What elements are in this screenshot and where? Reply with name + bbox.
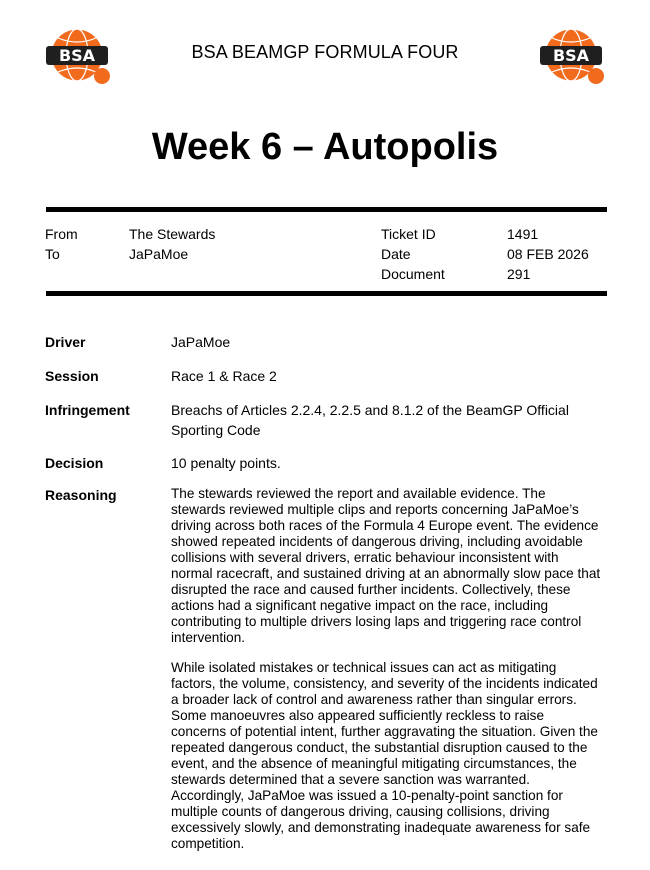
infringement-label: Infringement xyxy=(45,402,130,418)
logo-text: BSA xyxy=(58,46,96,65)
ticket-id-value: 1491 xyxy=(507,226,539,242)
globe-logo-icon xyxy=(538,22,608,88)
driver-label: Driver xyxy=(45,334,86,350)
decision-label: Decision xyxy=(45,455,104,471)
session-label: Session xyxy=(45,368,99,384)
reasoning-paragraph-1: The stewards reviewed the report and available evidence. The stewards reviewed multiple clips and reports concerning JaPaMoe’s driving across both races of the Formula 4 Europe event. The evidence showed repeated incidents of dangerous driving, including avoidable collisions with several drivers, erratic behaviour inconsistent with normal racecraft, and sustained driving at an abnormally slow pace that disrupted the race and caused further incidents. Collectively, these actions had a significant negative impact on the race, including contributing to multiple drivers losing laps and triggering race control intervention. xyxy=(171,486,601,645)
divider-top xyxy=(46,207,607,212)
divider-bottom xyxy=(46,291,607,296)
date-label: Date xyxy=(381,246,411,262)
document-number-value: 291 xyxy=(507,266,531,282)
session-value: Race 1 & Race 2 xyxy=(171,368,277,384)
from-label: From xyxy=(45,226,78,242)
logo-text: BSA xyxy=(552,46,590,65)
decision-value: 10 penalty points. xyxy=(171,455,281,471)
to-label: To xyxy=(45,246,60,262)
document-number-label: Document xyxy=(381,266,445,282)
reasoning-text xyxy=(171,486,601,866)
infringement-value: Breachs of Articles 2.2.4, 2.2.5 and 8.1.2 of the BeamGP Official Sporting Code xyxy=(171,402,569,438)
document-title: Week 6 – Autopolis xyxy=(151,126,499,168)
ticket-id-label: Ticket ID xyxy=(381,226,436,242)
bsa-logo-right xyxy=(538,22,608,88)
date-value: 08 FEB 2026 xyxy=(507,246,589,262)
driver-value: JaPaMoe xyxy=(171,334,231,350)
reasoning-label: Reasoning xyxy=(45,487,117,503)
to-value: JaPaMoe xyxy=(129,246,189,262)
from-value: The Stewards xyxy=(129,226,216,242)
series-title: BSA BEAMGP FORMULA FOUR xyxy=(191,42,459,62)
reasoning-paragraph-2: While isolated mistakes or technical issues can act as mitigating factors, the volume, consistency, and severity of the incidents indicated a broader lack of control and awareness rather than singular errors. Some manoeuvres also appeared sufficiently reckless to raise concerns of potential intent, further aggravating the situation. Given the repeated dangerous conduct, the substantial disruption caused to the event, and the absence of meaningful mitigating circumstances, the stewards determined that a severe sanction was warranted. Accordingly, JaPaMoe was issued a 10-penalty-point sanction for multiple counts of dangerous driving, causing collisions, driving excessively slowly, and demonstrating inadequate awareness for safe competition. xyxy=(171,660,598,851)
